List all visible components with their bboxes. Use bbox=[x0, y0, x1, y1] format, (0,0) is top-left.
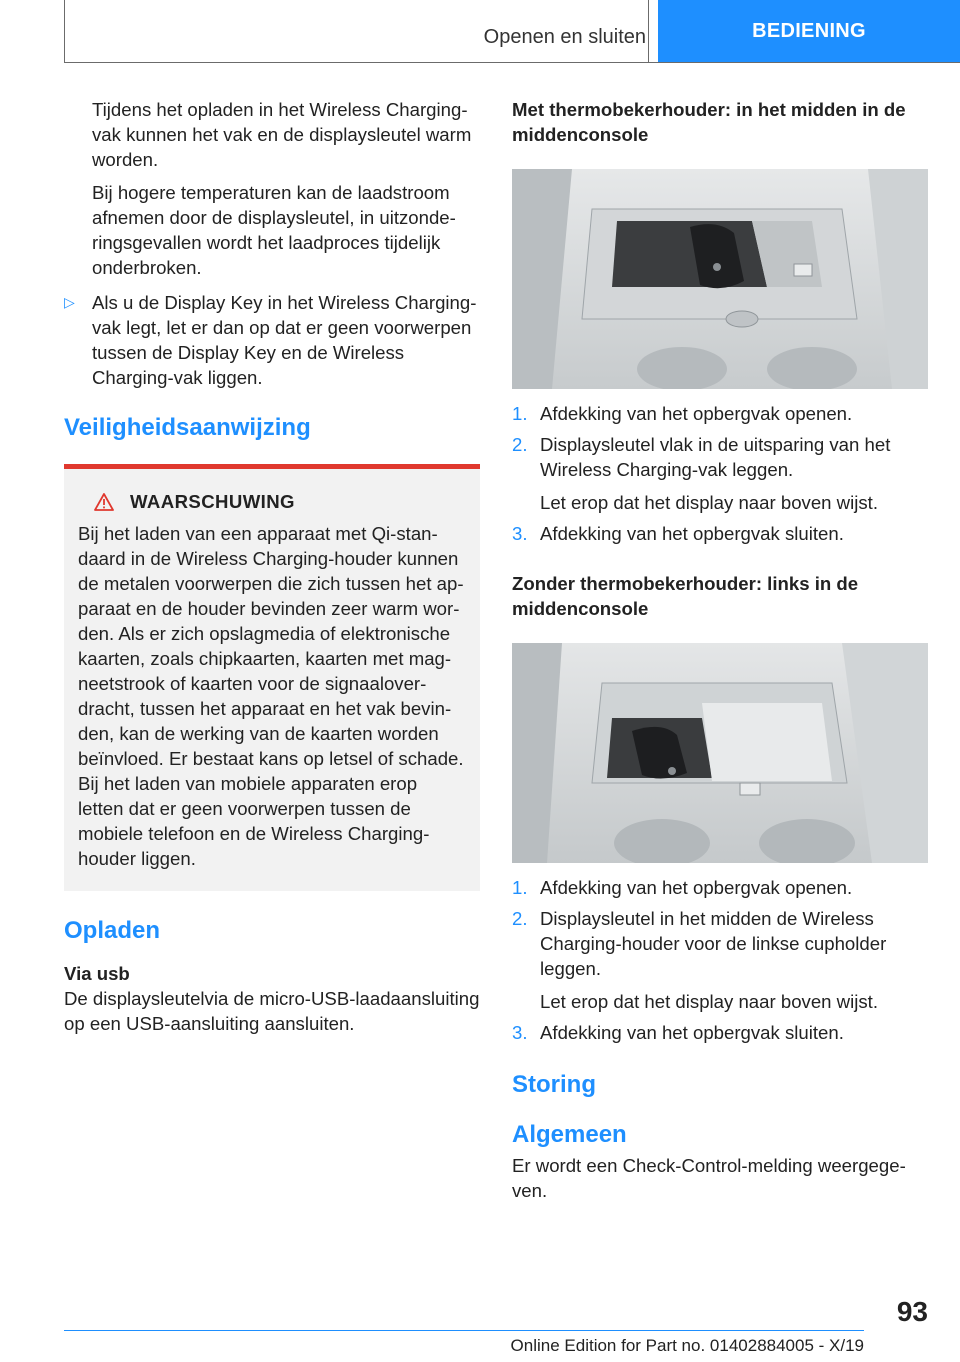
page-number: 93 bbox=[896, 1296, 928, 1327]
warning-title bbox=[78, 491, 466, 513]
header-divider-right bbox=[648, 0, 649, 63]
edition-note: Online Edition for Part no. 01402884005 - X/19 bbox=[510, 1336, 864, 1355]
algemeen-text: Er wordt een Check-Control-melding weergegeven. bbox=[512, 1155, 906, 1201]
storing-heading: Storing bbox=[512, 1071, 596, 1098]
step-note: Let erop dat het display naar boven wijst. bbox=[540, 991, 878, 1012]
header-rule bbox=[64, 62, 960, 63]
step-note: Let erop dat het display naar boven wijst. bbox=[540, 492, 878, 513]
step-number: 2. bbox=[512, 434, 528, 455]
paragraph-temperature: Bij hogere temperaturen kan de laadstroom afnemen door de displaysleutel, in uitzonderingsgevallen wordt het laadproces tijdelijk onderbroken. bbox=[92, 182, 456, 278]
step-number: 3. bbox=[512, 523, 528, 544]
step-number: 1. bbox=[512, 403, 528, 424]
step-text: Afdekking van het opbergvak openen. bbox=[540, 403, 853, 424]
header-section-title: Openen en sluiten bbox=[483, 26, 646, 48]
bullet-text: Als u de Display Key in het Wireless Charging-vak legt, let er dan op dat er geen voorwerpen tussen de Display Key en de Wireless Charging-vak liggen. bbox=[92, 292, 477, 388]
warning-block bbox=[64, 464, 480, 891]
warning-text: Bij het laden van een apparaat met Qi-standaard in de Wireless Charging-houder kunnen de metalen voorwerpen die zich tussen het apparaat en de houder bevinden zeer warm worden. Als er zich opslagmedia of elektronische kaarten, zoals chipkaarten, kaarten met magneetstrook of kaarten voor de signaaloverdracht, tussen het apparaat en het vak bevinden, kan de werking van de kaarten worden beïnvloed. Er bestaat kans op letsel of schade. Bij het laden van mobiele apparaten erop letten dat er geen voorwerpen tussen de mobiele telefoon en de Wireless Charging-houder liggen. bbox=[78, 523, 464, 869]
right-column bbox=[512, 97, 928, 1203]
triangle-bullet-icon: ▷ bbox=[64, 294, 75, 310]
header-divider-left bbox=[64, 0, 65, 63]
warning-title-text: WAARSCHUWING bbox=[130, 491, 295, 512]
safety-heading: Veiligheidsaanwijzing bbox=[64, 414, 311, 441]
step-item bbox=[512, 521, 928, 546]
step-item bbox=[512, 1020, 928, 1045]
step-text: Afdekking van het opbergvak openen. bbox=[540, 877, 853, 898]
usb-heading: Via usb bbox=[64, 963, 130, 984]
step-item bbox=[512, 432, 928, 482]
step-item bbox=[512, 875, 928, 900]
console-photo-without-cupholder bbox=[512, 643, 928, 863]
step-item bbox=[512, 906, 928, 981]
paragraph-heat: Tijdens het opladen in het Wireless Charging-vak kunnen het vak en de displaysleutel warm worden. bbox=[92, 99, 472, 170]
heading-without-cupholder: Zonder thermobekerhouder: links in de middenconsole bbox=[512, 573, 859, 619]
step-text: Displaysleutel in het midden de Wireless Charging-houder voor de linkse cupholder leggen. bbox=[540, 908, 887, 979]
left-column bbox=[64, 97, 480, 1036]
footer-rule bbox=[64, 1330, 864, 1331]
bullet-item bbox=[64, 290, 480, 390]
console-photo-with-cupholder bbox=[512, 169, 928, 389]
heading-with-cupholder: Met thermobekerhouder: in het midden in de middenconsole bbox=[512, 99, 906, 145]
step-number: 3. bbox=[512, 1022, 528, 1043]
usb-text: De displaysleutelvia de micro-USB-laadaansluiting op een USB-aansluiting aansluiten. bbox=[64, 988, 480, 1034]
step-text: Afdekking van het opbergvak sluiten. bbox=[540, 523, 844, 544]
warning-box bbox=[64, 469, 480, 891]
algemeen-heading: Algemeen bbox=[512, 1121, 627, 1148]
opladen-heading: Opladen bbox=[64, 917, 161, 944]
step-text: Displaysleutel vlak in de uitsparing van het Wireless Charging-vak leggen. bbox=[540, 434, 891, 480]
step-text: Afdekking van het opbergvak sluiten. bbox=[540, 1022, 844, 1043]
step-number: 1. bbox=[512, 877, 528, 898]
step-item bbox=[512, 401, 928, 426]
step-number: 2. bbox=[512, 908, 528, 929]
warning-triangle-icon bbox=[94, 493, 114, 511]
header-chapter-tab: BEDIENING bbox=[658, 0, 960, 62]
